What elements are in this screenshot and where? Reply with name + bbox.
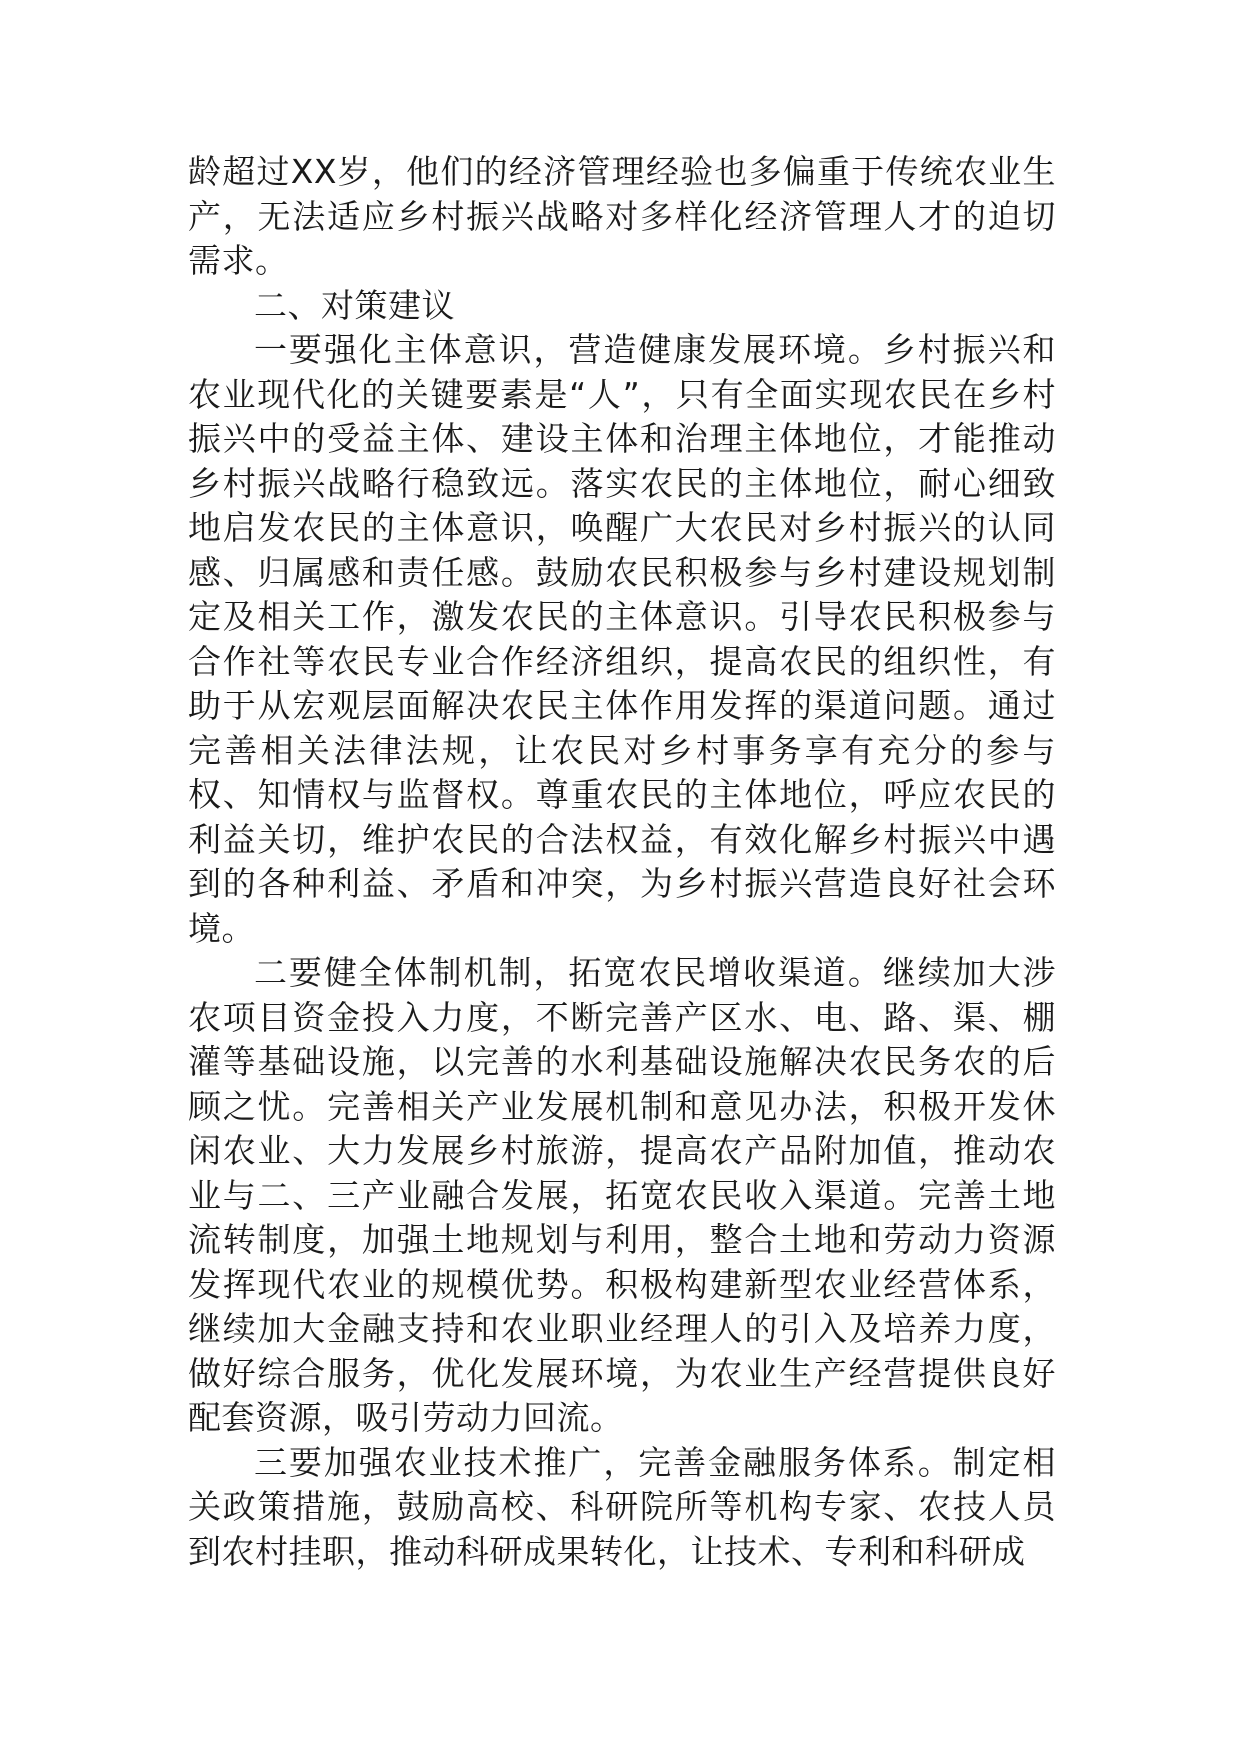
document-page — [188, 150, 1056, 1574]
paragraph-first-measure: 一要强化主体意识，营造健康发展环境。乡村振兴和农业现代化的关键要素是“人”，只有全面实现农民在乡村振兴中的受益主体、建设主体和治理主体地位，才能推动乡村振兴战略行稳致远。落实农民的主体地位，耐心细致地启发农民的主体意识，唤醒广大农民对乡村振兴的认同感、归属感和责任感。鼓励农民积极参与乡村建设规划制定及相关工作，激发农民的主体意识。引导农民积极参与合作社等农民专业合作经济组织，提高农民的组织性，有助于从宏观层面解决农民主体作用发挥的渠道问题。通过完善相关法律法规，让农民对乡村事务享有充分的参与权、知情权与监督权。尊重农民的主体地位，呼应农民的利益关切，维护农民的合法权益，有效化解乡村振兴中遇到的各种利益、矛盾和冲突，为乡村振兴营造良好社会环境。 — [188, 330, 1056, 948]
paragraph-third-measure: 三要加强农业技术推广，完善金融服务体系。制定相关政策措施，鼓励高校、科研院所等机构专家、农技人员到农村挂职，推动科研成果转化，让技术、专利和科研成 — [188, 1442, 1056, 1571]
paragraph-second-measure: 二要健全体制机制，拓宽农民增收渠道。继续加大涉农项目资金投入力度，不断完善产区水、电、路、渠、棚灌等基础设施，以完善的水利基础设施解决农民务农的后顾之忧。完善相关产业发展机制和意见办法，积极开发休闲农业、大力发展乡村旅游，提高农产品附加值，推动农业与二、三产业融合发展，拓宽农民收入渠道。完善土地流转制度，加强土地规划与利用，整合土地和劳动力资源发挥现代农业的规模优势。积极构建新型农业经营体系，继续加大金融支持和农业职业经理人的引入及培养力度，做好综合服务，优化发展环境，为农业生产经营提供良好配套资源，吸引劳动力回流。 — [188, 953, 1056, 1437]
section-heading: 二、对策建议 — [254, 285, 455, 325]
paragraph-continuation: 龄超过XX岁，他们的经济管理经验也多偏重于传统农业生产，无法适应乡村振兴战略对多样化经济管理人才的迫切需求。 — [188, 152, 1056, 280]
